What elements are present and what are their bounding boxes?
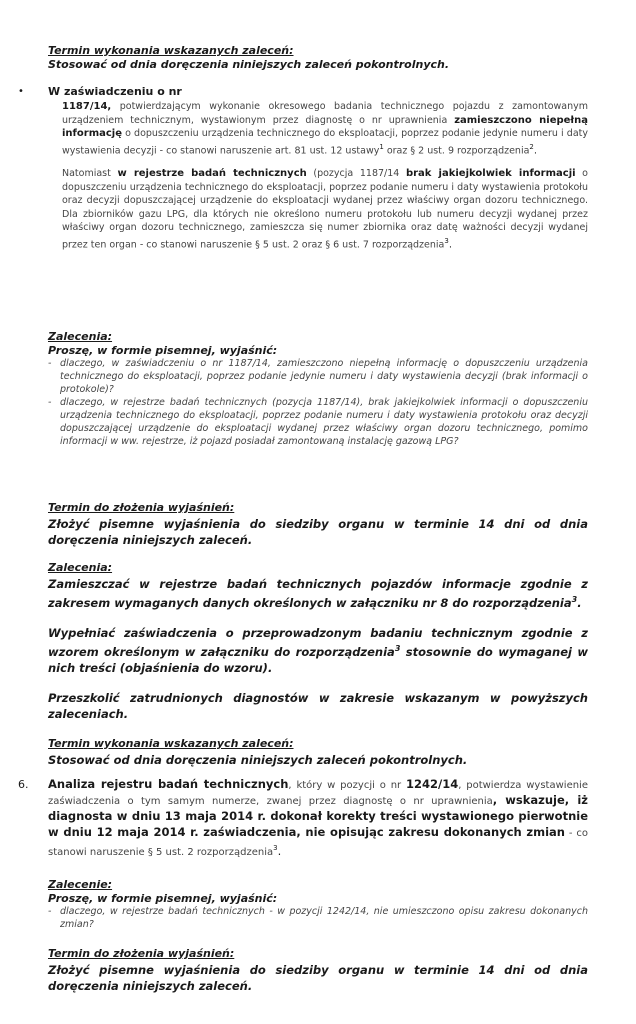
item-w-para2-text-a: Natomiast	[62, 168, 118, 180]
item-6-text-d: , potwierdza wystawienie zaświadczenia o tym samym numerze, zwanej przez diagnostę	[48, 780, 588, 807]
item-w-para1-text-b: o nr uprawnienia	[352, 114, 455, 126]
item-w-para1-text-d: oraz § 2 ust. 9 rozporządzenia	[383, 144, 530, 156]
item-6-bold-f: , wskazuje, iż diagnosta w dniu 13 maja 2014 r. dokonał korekty treści wystawionego pierwotnie w dniu 12 maja 2014 r. zaświadczenia, nie opisując zakresu dokonanych zmian	[48, 793, 588, 839]
item-w-para1-text-a: potwierdzającym wykonanie okresowego badania technicznego pojazdu z zamontowanym urządzeniem technicznym, wystawionym przez diagnostę	[62, 101, 588, 126]
explanation-deadline-text-1: Złożyć pisemne wyjaśnienia do siedziby organu w terminie 14 dni od dnia doręczenia niniejszych zaleceń.	[48, 517, 588, 547]
item-w-para1-text-c: o dopuszczeniu urządzenia technicznego do eksploatacji, poprzez podanie jedynie numeru i daty wystawienia decyzji - co stanowi naruszenie art. 81 ust. 12 ustawy	[62, 128, 588, 156]
recommendations-block-1	[48, 330, 588, 448]
item-6-paragraph	[48, 776, 588, 859]
recommendation-p1	[48, 576, 588, 611]
bullet-marker: •	[18, 86, 24, 97]
deadline-label-2: Termin wykonania wskazanych zaleceń:	[48, 737, 294, 750]
item-6-bold-c: 1242/14	[406, 777, 459, 791]
deadline-block-2	[48, 736, 588, 768]
item-w-para2-text-b: (pozycja 1187/14	[306, 168, 406, 180]
recommendations-block-3	[48, 878, 588, 931]
explanation-deadline-text-2: Złożyć pisemne wyjaśnienia do siedziby organu w terminie 14 dni od dnia doręczenia niniejszych zaleceń.	[48, 963, 588, 993]
recommendation-p1-text: Zamieszczać w rejestrze badań technicznych pojazdów informacje zgodnie z zakresem wymaganych danych określonych w załączniku nr 8 do rozporządzenia	[48, 577, 588, 610]
recommendation-p1-end: .	[577, 595, 582, 610]
item-6-text-e: o nr uprawnienia	[392, 796, 493, 807]
explanation-deadline-label-2: Termin do złożenia wyjaśnień:	[48, 947, 235, 960]
recommendations-block-2	[48, 560, 588, 722]
recommendation-p3: Przeszkolić zatrudnionych diagnostów w zakresie wskazanym w powyższych zaleceniach.	[48, 690, 588, 721]
item-w-para1-bold: zamieszczono niepełną informację	[62, 114, 588, 139]
item-6-end: .	[277, 843, 282, 858]
recommendation-p1-sup: 3	[571, 595, 578, 604]
item-6-block	[48, 776, 588, 859]
deadline-block-1	[48, 44, 588, 71]
list-item: - dlaczego, w zaświadczeniu o nr 1187/14, zamieszczono niepełną informację o dopuszczeniu urządzenia technicznego do eksploatacji, poprzez podanie jedynie numeru i daty wystawienia decyzji (brak informacji o protokole)?	[48, 357, 588, 396]
recommendation-p2	[48, 625, 588, 676]
explanation-deadline-block-2	[48, 946, 588, 994]
explanation-deadline-block-1	[48, 500, 588, 548]
recommendation-p2-text: Wypełniać zaświadczenia o przeprowadzonym badaniu technicznym zgodnie z wzorem określonym w załączniku do rozporządzenia	[48, 625, 588, 659]
deadline-text-1: Stosować od dnia doręczenia niniejszych zaleceń pokontrolnych.	[48, 57, 450, 71]
explanation-deadline-label-1: Termin do złożenia wyjaśnień:	[48, 501, 235, 514]
deadline-text-2: Stosować od dnia doręczenia niniejszych zaleceń pokontrolnych.	[48, 753, 468, 767]
recommendations-ask-1: Proszę, w formie pisemnej, wyjaśnić:	[48, 343, 278, 357]
item-w-para2	[48, 167, 588, 251]
recommendation-p2-end: stosownie do wymaganej w nich treści (objaśnienia do wzoru).	[48, 644, 588, 675]
item-6-bold-a: Analiza rejestru badań technicznych	[48, 777, 289, 791]
item-w-para2-text-c: o dopuszczeniu urządzenia technicznego do eksploatacji, poprzez podanie numeru i daty wystawienia protokołu oraz decyzji dopuszczającej urządzenie do eksploatacji wydanej przez właściwy organ dozoru technicznego. Dla zbiorników gazu LPG, dla których nie określono numeru protokołu lub numeru decyzji wydanej przez właściwy organ dozoru technicznego, zamieszcza się numer zbiornika oraz datę ważności decyzji wydanej przez ten organ - co stanowi naruszenie § 5 ust. 2 oraz § 6 ust. 7 rozporządzenia	[62, 168, 588, 251]
recommendations-label-3: Zalecenie:	[48, 878, 113, 891]
recommendations-list-1	[48, 357, 588, 448]
item-w-intro: W zaświadczeniu o nr	[48, 85, 182, 98]
item-w-para1-end: .	[533, 144, 538, 156]
recommendation-p2-sup: 3	[394, 643, 401, 653]
list-item: - dlaczego, w rejestrze badań technicznych (pozycja 1187/14), brak jakiejkolwiek informacji o dopuszczeniu urządzenia technicznego do eksploatacji, poprzez podanie numeru i daty wystawienia protokołu oraz decyzji dopuszczającej urządzenie do eksploatacji wydanej przez właściwy organ dozoru technicznego, pomimo informacji w ww. rejestrze, iż pojazd posiadał zamontowaną instalację gazową LPG?	[48, 396, 588, 448]
list-item: - dlaczego, w rejestrze badań technicznych - w pozycji 1242/14, nie umieszczono opisu zakresu dokonanych zmian?	[48, 905, 588, 931]
item-w-para1-number: 1187/14,	[62, 101, 112, 112]
item-w-para2-bold-a: w rejestrze badań technicznych	[117, 168, 307, 180]
item-w-para1-sup2: 2	[529, 142, 534, 151]
item-6-sup: 3	[273, 844, 278, 852]
item-6-text-b: , który w pozycji o nr	[288, 780, 406, 791]
recommendations-label-1: Zalecenia:	[48, 330, 113, 343]
item-w-para2-sup: 3	[444, 236, 449, 245]
recommendations-ask-3: Proszę, w formie pisemnej, wyjaśnić:	[48, 891, 278, 905]
item-w-para2-bold-b: brak jakiejkolwiek informacji	[405, 168, 576, 180]
item-w-block	[48, 84, 588, 252]
recommendations-label-2: Zalecenia:	[48, 561, 113, 574]
item-number-6: 6.	[18, 778, 29, 791]
item-6-text-g: - co stanowi naruszenie § 5 ust. 2 rozporządzenia	[48, 828, 588, 858]
item-w-para2-end: .	[448, 239, 453, 251]
deadline-label-1: Termin wykonania wskazanych zaleceń:	[48, 44, 294, 57]
item-w-para1-sup: 1	[379, 142, 384, 151]
item-w-para1	[48, 100, 588, 157]
recommendations-list-3	[48, 905, 588, 931]
